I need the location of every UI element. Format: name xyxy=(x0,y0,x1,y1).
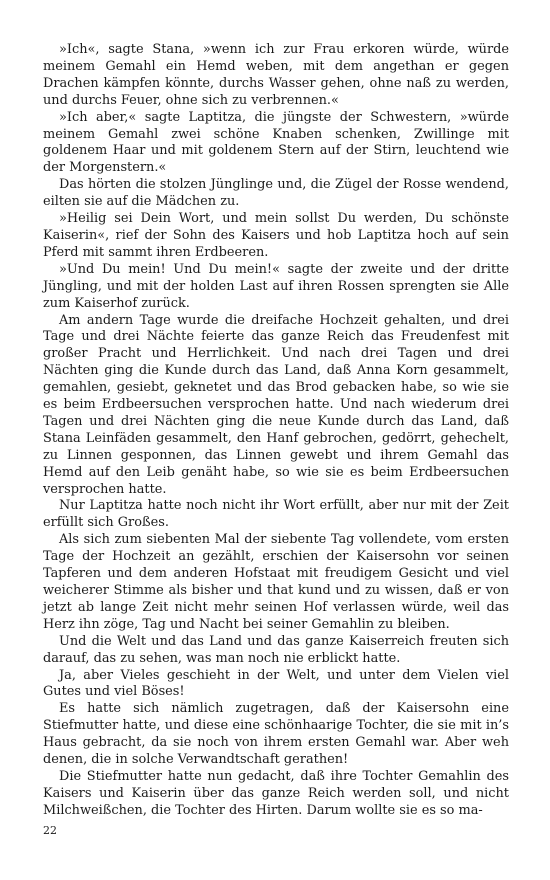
page-number: 22 xyxy=(43,824,57,837)
paragraph: »Ich aber,« sagte Laptitza, die jüngste der Schwestern, »würde meinem Gemahl zwei schöne Knaben schenken, Zwillinge mit goldenem Haar und mit goldenem Stern auf der Stirn, leuchtend wie der Morgenstern.« xyxy=(43,109,509,176)
paragraph: Als sich zum siebenten Mal der siebente Tag vollendete, vom ersten Tage der Hochzeit an gezählt, erschien der Kaisersohn vor seinen Tapferen und dem anderen Hofstaat mit freudigem Gesicht und viel weicherer Stimme als bisher und that kund und zu wissen, daß er von jetzt ab lange Zeit nicht mehr seinen Hof verlassen würde, weil das Herz ihn zöge, Tag und Nacht bei seiner Gemahlin zu bleiben. xyxy=(43,532,509,632)
paragraph: Nur Laptitza hatte noch nicht ihr Wort erfüllt, aber nur mit der Zeit erfüllt sich Großes. xyxy=(43,498,509,531)
paragraph: »Ich«, sagte Stana, »wenn ich zur Frau erkoren würde, würde meinem Gemahl ein Hemd weben, mit dem angethan er gegen Drachen kämpfen könnte, durchs Wasser gehen, ohne naß zu werden, und durchs Feuer, ohne sich zu verbrennen.« xyxy=(43,42,509,108)
paragraph: Die Stiefmutter hatte nun gedacht, daß ihre Tochter Gemahlin des Kaisers und Kaiserin über das ganze Reich werden soll, und nicht Milchweißchen, die Tochter des Hirten. Darum wollte sie es so ma- xyxy=(43,768,509,818)
paragraph: Und die Welt und das Land und das ganze Kaiserreich freuten sich darauf, das zu sehen, was man noch nie erblickt hatte. xyxy=(43,633,509,666)
paragraph: Am andern Tage wurde die dreifache Hochzeit gehalten, und drei Tage und drei Nächte feierte das ganze Reich das Freudenfest mit großer Pracht und Herrlichkeit. Und nach drei Tagen und drei Nächten ging die Kunde durch das Land, daß Anna Korn gesammelt, gemahlen, gesiebt, geknetet und das Brod gebacken habe, so wie sie es beim Erdbeersuchen versprochen hatte. Und nach wiederum drei Tagen und drei Nächten ging die neue Kunde durch das Land, daß Stana Leinfäden gesammelt, den Hanf gebrochen, gedörrt, gehechelt, zu Linnen gesponnen, das Linnen gewebt und ihrem Gemahl das Hemd auf den Leib genäht habe, so wie sie es beim Erdbeersuchen versprochen hatte. xyxy=(43,312,509,497)
paragraph: Das hörten die stolzen Jünglinge und, die Zügel der Rosse wendend, eilten sie auf die Mädchen zu. xyxy=(43,177,509,210)
paragraph: Es hatte sich nämlich zugetragen, daß der Kaisersohn eine Stiefmutter hatte, und diese eine schönhaarige Tochter, die sie mit in’s Haus gebracht, da sie noch von ihrem ersten Gemahl war. Aber weh denen, die in solche Verwandtschaft gerathen! xyxy=(43,701,509,768)
page-body xyxy=(43,42,509,820)
paragraph: »Und Du mein! Und Du mein!« sagte der zweite und der dritte Jüngling, und mit der holden Last auf ihren Rossen sprengten sie Alle zum Kaiserhof zurück. xyxy=(43,261,509,311)
paragraph: »Heilig sei Dein Wort, und mein sollst Du werden, Du schönste Kaiserin«, rief der Sohn des Kaisers und hob Laptitza hoch auf sein Pferd mit sammt ihren Erdbeeren. xyxy=(43,211,509,260)
paragraph: Ja, aber Vieles geschieht in der Welt, und unter dem Vielen viel Gutes und viel Böses! xyxy=(43,667,509,700)
